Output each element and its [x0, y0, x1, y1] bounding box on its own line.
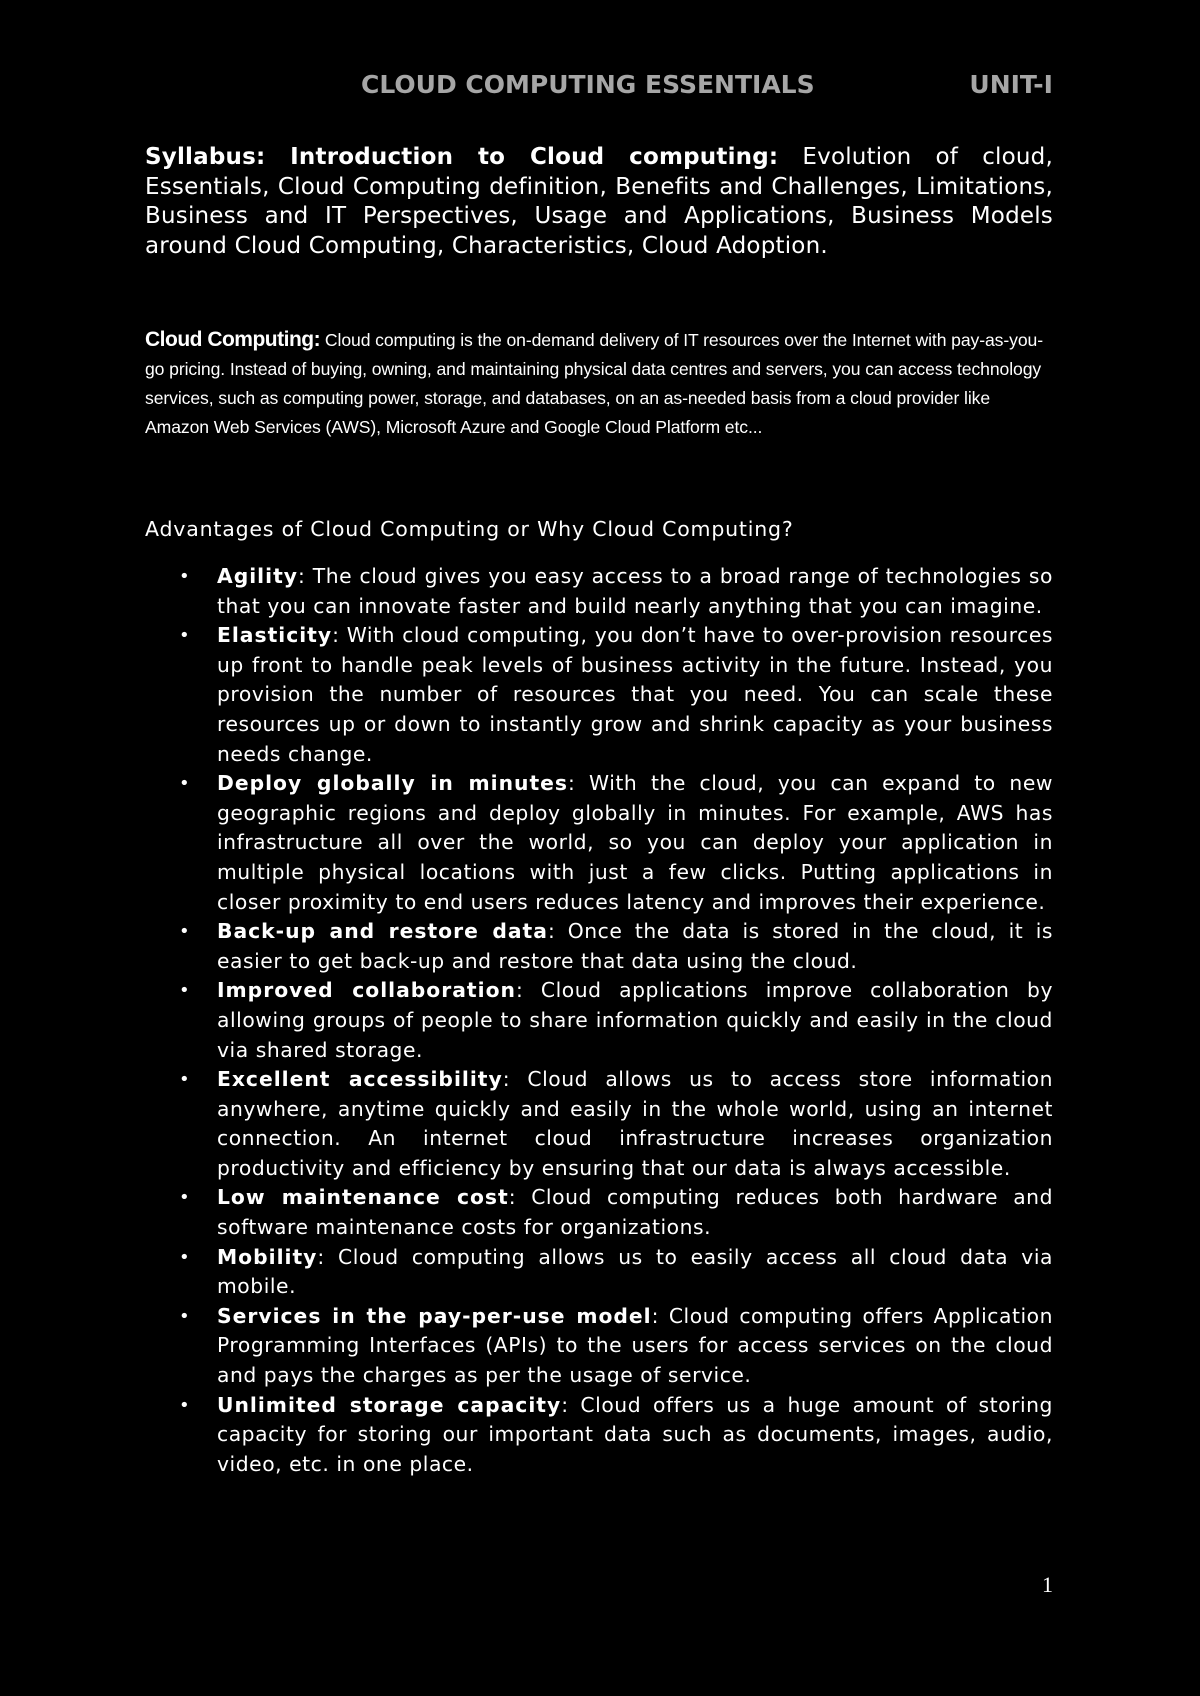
list-item [145, 1183, 1053, 1242]
bullet-icon: • [179, 1305, 191, 1327]
bullet-icon: • [179, 1069, 191, 1091]
list-item [145, 1243, 1053, 1302]
item-text: : Cloud computing offers Application Programming Interfaces (APIs) to the users for access services on the cloud and pays the charges as per the usage of service. [217, 1303, 1053, 1388]
item-text: : Cloud computing reduces both hardware and software maintenance costs for organizations. [217, 1185, 1054, 1240]
list-item [145, 1302, 1053, 1391]
cloud-computing-definition [145, 325, 1053, 442]
item-text: : The cloud gives you easy access to a broad range of technologies so that you can innovate faster and build nearly anything that you can imagine. [217, 564, 1053, 618]
item-text: : With cloud computing, you don’t have to over-provision resources up front to handle peak levels of business activity in the future. Instead, you provision the number of resources that you need. You can scale these resources up or down to instantly grow and shrink capacity as your business needs change. [217, 623, 1053, 766]
bullet-icon: • [179, 1246, 191, 1268]
bullet-icon: • [179, 625, 191, 647]
bullet-icon: • [179, 773, 191, 795]
item-term: Improved collaboration [217, 978, 516, 1003]
list-item [145, 621, 1053, 769]
item-text: : Cloud computing allows us to easily access all cloud data via mobile. [217, 1244, 1053, 1299]
list-item [145, 769, 1053, 917]
list-item [145, 917, 1053, 976]
item-text: : With the cloud, you can expand to new geographic regions and deploy globally in minutes. For example, AWS has infrastructure all over the world, so you can deploy your application in multiple physical locations with just a few clicks. Putting applications in closer proximity to end users reduces latency and improves their experience. [217, 771, 1053, 914]
item-term: Low maintenance cost [217, 1185, 509, 1210]
syllabus-paragraph [145, 143, 1053, 261]
bullet-icon: • [179, 921, 191, 943]
advantages-heading: Advantages of Cloud Computing or Why Cloud Computing? [145, 517, 794, 541]
item-term: Services in the pay-per-use model [217, 1303, 652, 1328]
page-number: 1 [1042, 1572, 1053, 1597]
syllabus-text: Evolution of cloud, Essentials, Cloud Computing definition, Benefits and Challenges, Limitations, Business and IT Perspectives, Usage and Applications, Business Models around Cloud Computing, Characteristics, Cloud Adoption. [145, 144, 1053, 259]
item-term: Unlimited storage capacity [217, 1392, 562, 1417]
cloud-computing-text: Cloud computing is the on-demand delivery of IT resources over the Internet with pay-as-you-go pricing. Instead of buying, owning, and maintaining physical data centres and servers, you can access technology services, such as computing power, storage, and databases, on an as-needed basis from a cloud provider like Amazon Web Services (AWS), Microsoft Azure and Google Cloud Platform etc... [145, 330, 1043, 437]
item-text: : Cloud applications improve collaboration by allowing groups of people to share information quickly and easily in the cloud via shared storage. [217, 978, 1053, 1062]
bullet-icon: • [179, 1394, 191, 1416]
item-text: : Once the data is stored in the cloud, it is easier to get back-up and restore that data using the cloud. [217, 919, 1054, 973]
bullet-icon: • [179, 566, 191, 587]
advantages-list [145, 562, 1053, 1479]
cloud-computing-label: Cloud Computing: [145, 328, 321, 351]
bullet-icon: • [179, 980, 191, 1002]
item-text: : Cloud allows us to access store information anywhere, anytime quickly and easily in the whole world, using an internet connection. An internet cloud infrastructure increases organization productivity and efficiency by ensuring that our data is always accessible. [217, 1067, 1054, 1180]
item-term: Back-up and restore data [217, 919, 548, 944]
item-term: Mobility [217, 1244, 318, 1269]
item-term: Elasticity [217, 623, 333, 648]
item-term: Agility [217, 564, 298, 588]
list-item [145, 976, 1053, 1065]
list-item [145, 1065, 1053, 1183]
page-header [145, 70, 1053, 104]
bullet-icon: • [179, 1187, 191, 1209]
header-unit: UNIT-I [969, 70, 1053, 99]
item-text: : Cloud offers us a huge amount of storing capacity for storing our important data such as documents, images, audio, video, etc. in one place. [217, 1392, 1053, 1476]
item-term: Excellent accessibility [217, 1067, 503, 1092]
list-item [145, 1391, 1053, 1480]
item-term: Deploy globally in minutes [217, 771, 568, 796]
list-item [145, 562, 1053, 621]
syllabus-label: Syllabus: Introduction to Cloud computing: [145, 144, 779, 170]
header-title: CLOUD COMPUTING ESSENTIALS [361, 70, 815, 99]
